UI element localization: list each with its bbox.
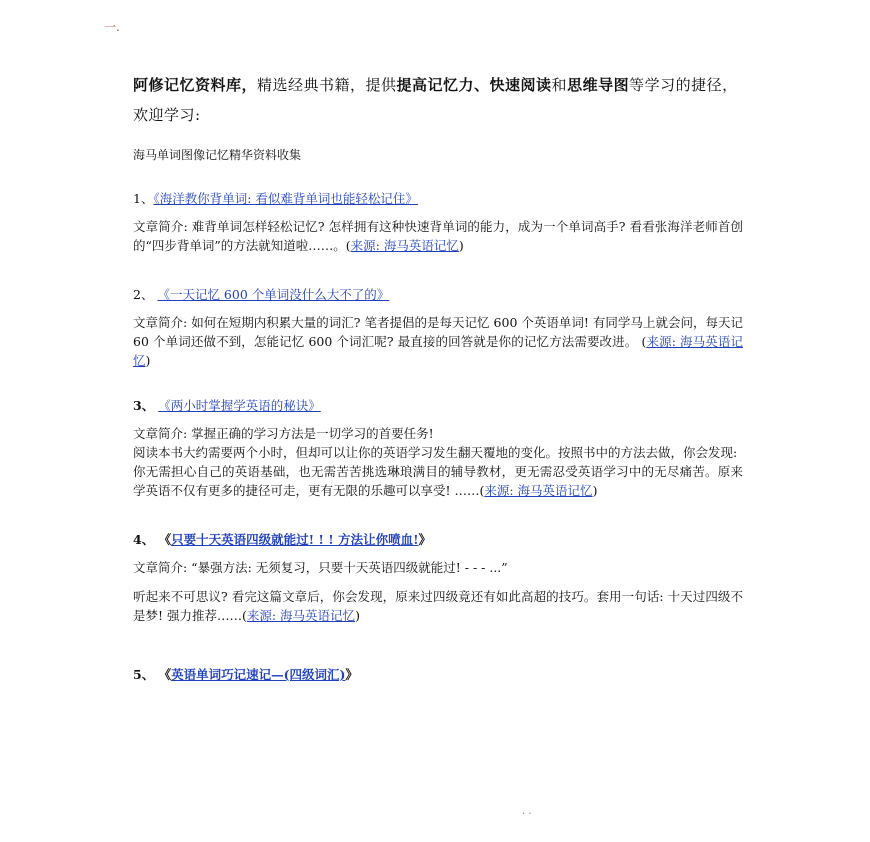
paren-close: ): [458, 238, 464, 253]
intro-brand: 阿修记忆资料库，: [133, 76, 258, 94]
article-3-summary-text: 你无需担心自己的英语基础，也无需苦苦挑选琳琅满目的辅导教材，更无需忍受英语学习中的无尽痛苦。原来学英语不仅有更多的捷径可走，更有无限的乐趣可以享受! ……(: [133, 464, 743, 498]
article-4-summary-line: 文章简介: “暴强方法: 无须复习，只要十天英语四级就能过! - - - ...”: [133, 560, 508, 575]
article-1-source-link[interactable]: 来源: 海马英语记忆: [350, 238, 459, 253]
paren-close: ): [145, 353, 151, 368]
article-3-summary-line: 阅读本书大约需要两个小时，但却可以让你的英语学习发生翻天覆地的变化。按照书中的方法去做，你会发现:: [133, 445, 738, 460]
article-3-source-link[interactable]: 来源: 海马英语记忆: [484, 483, 593, 498]
article-4-heading: [133, 530, 743, 548]
intro-text: 精选经典书籍，提供: [257, 76, 397, 94]
article-4-summary-line: [133, 587, 743, 625]
article-4-source-link[interactable]: 来源: 海马英语记忆: [246, 608, 356, 623]
intro-text: 和: [551, 76, 568, 94]
article-2-number: 2、: [133, 287, 154, 302]
article-3-heading: [133, 396, 743, 414]
article-2-link[interactable]: 《一天记忆 600 个单词没什么大不了的》: [157, 287, 390, 302]
article-3-number: 3、: [133, 398, 155, 413]
bracket-open: 《: [158, 532, 172, 547]
article-5-number: 5、: [133, 667, 155, 682]
article-3-summary-line: 文章简介: 掌握正确的学习方法是一切学习的首要任务!: [133, 426, 434, 441]
article-3-link[interactable]: 《两小时掌握学英语的秘诀》: [158, 398, 321, 413]
article-3-summary-line: [133, 462, 743, 500]
article-2-heading: [133, 285, 743, 303]
article-2-source-link[interactable]: 来源: 海马英语记忆: [133, 334, 743, 368]
article-1-heading: [133, 189, 743, 207]
article-5-heading: [133, 665, 743, 683]
corner-mark: 一.: [104, 20, 120, 34]
article-4-link[interactable]: 只要十天英语四级就能过! ! ! 方法让你喷血!: [171, 532, 419, 547]
intro-highlight-2: 思维导图: [567, 76, 630, 94]
article-3-summary: [133, 424, 743, 500]
article-1-summary-text: 文章简介: 难背单词怎样轻松记忆? 怎样拥有这种快速背单词的能力，成为一个单词高手? 看看张海洋老师首创的“四步背单词”的方法就知道啦……。(: [133, 219, 743, 253]
article-1-link[interactable]: 《海洋教你背单词: 看似难背单词也能轻松记住》: [153, 191, 418, 206]
intro-text: 等学习的捷径，欢迎学习:: [133, 76, 738, 124]
footer-mark: . .: [522, 806, 532, 817]
paren-close: ): [355, 608, 360, 623]
intro-paragraph: [133, 70, 743, 130]
bracket-open: 《: [158, 667, 172, 682]
document-body: [133, 70, 743, 683]
article-4-summary: [133, 558, 743, 625]
article-5-link[interactable]: 英语单词巧记速记—(四级词汇): [171, 667, 346, 682]
article-4-summary-text: 听起来不可思议? 看完这篇文章后，你会发现，原来过四级竟还有如此高超的技巧。套用一句话: 十天过四级不是梦! 强力推荐……(: [133, 589, 743, 623]
collection-subtitle: 海马单词图像记忆精华资料收集: [133, 148, 302, 162]
article-2-summary-text: 文章简介: 如何在短期内积累大量的词汇? 笔者提倡的是每天记忆 600 个英语单词! 有同学马上就会问，每天记 60 个单词还做不到，怎能记忆 600 个词汇呢? 最直接的回答就是你的记忆方法需要改进。 (: [133, 315, 743, 349]
article-1-summary: [133, 217, 743, 255]
article-4-number: 4、: [133, 532, 155, 547]
article-2-summary: [133, 313, 743, 370]
intro-highlight-1: 提高记忆力、快速阅读: [396, 76, 552, 94]
article-1-number: 1、: [133, 191, 154, 206]
bracket-close: 》: [345, 667, 358, 682]
bracket-close: 》: [418, 532, 432, 547]
paren-close: ): [592, 483, 598, 498]
